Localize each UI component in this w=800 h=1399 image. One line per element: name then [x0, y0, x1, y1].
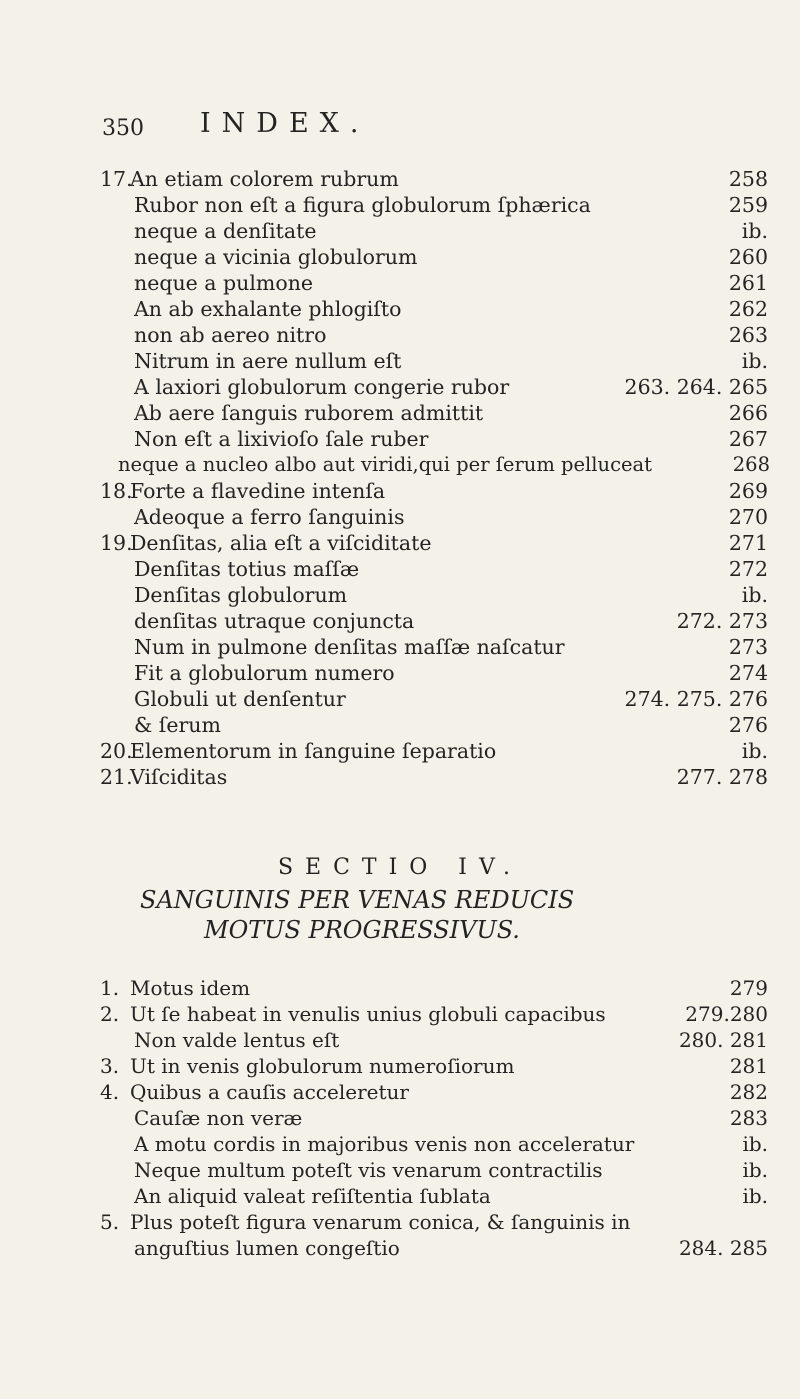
page-number: 350 — [102, 116, 144, 141]
index-entry — [134, 660, 768, 686]
index-entry — [134, 1027, 768, 1053]
entry-number: 5. — [100, 1210, 120, 1234]
entry-page: 284. 285 — [678, 1236, 768, 1260]
entry-page: 260 — [728, 245, 768, 269]
entry-text: Motus idem — [130, 976, 251, 1000]
running-head: INDEX. — [200, 108, 370, 139]
entry-number: 1. — [100, 976, 120, 1000]
entry-page: ib. — [741, 219, 768, 243]
index-entry — [134, 686, 768, 712]
entry-text: Adeoque a ferro ſanguinis — [134, 505, 405, 529]
entry-text: Denſitas totius maſſæ — [134, 557, 360, 581]
entry-text: Globuli ut denſentur — [134, 687, 346, 711]
index-entry — [134, 270, 768, 296]
entry-text: Non valde lentus eſt — [134, 1028, 340, 1052]
entry-text: An aliquid valeat reſiſtentia ſublata — [134, 1184, 491, 1208]
entry-text: A laxiori globulorum congerie rubor — [134, 375, 510, 399]
index-entry — [100, 764, 768, 790]
entry-page: 261 — [728, 271, 768, 295]
entry-text: neque a nucleo albo aut viridi,qui per ſerum pelluceat — [118, 453, 653, 476]
entry-text: Fit a globulorum numero — [134, 661, 395, 685]
entry-text: Num in pulmone denſitas maſſæ naſcatur — [134, 635, 565, 659]
index-entry — [134, 1157, 768, 1183]
index-entry — [134, 400, 768, 426]
index-entry — [134, 1183, 768, 1209]
entry-text: An ab exhalante phlogiſto — [134, 297, 402, 321]
entry-page: 283 — [729, 1106, 768, 1130]
entry-text: Non eſt a lixivioſo ſale ruber — [134, 427, 429, 451]
index-entry — [134, 1235, 768, 1261]
entry-page: 277. 278 — [676, 765, 768, 789]
index-entry — [134, 1105, 768, 1131]
entry-text: Neque multum poteſt vis venarum contractilis — [134, 1158, 603, 1182]
index-entry — [134, 218, 768, 244]
entry-text: neque a denſitate — [134, 219, 317, 243]
entry-page: ib. — [742, 1132, 768, 1156]
entry-text: neque a vicinia globulorum — [134, 245, 418, 269]
index-entry — [134, 712, 768, 738]
entry-page: 270 — [728, 505, 768, 529]
entry-number: 18. — [100, 479, 133, 503]
entry-page: 274. 275. 276 — [624, 687, 768, 711]
entry-text: Ut in venis globulorum numeroſiorum — [130, 1054, 515, 1078]
index-entry — [100, 530, 768, 556]
entry-page: 263. 264. 265 — [624, 375, 768, 399]
section-title: SECTIO IV. — [277, 855, 523, 880]
entry-page: 271 — [728, 531, 768, 555]
entry-text: Ab aere ſanguis ruborem admittit — [134, 401, 484, 425]
entry-text: & ſerum — [134, 713, 221, 737]
entry-number: 21. — [100, 765, 133, 789]
index-entry — [134, 296, 768, 322]
index-entry — [134, 192, 768, 218]
index-entry — [100, 1053, 768, 1079]
entry-page: ib. — [742, 1184, 768, 1208]
entry-text: non ab aereo nitro — [134, 323, 327, 347]
entry-page: 258 — [728, 167, 768, 191]
entry-text: denſitas utraque conjuncta — [134, 609, 415, 633]
index-entry — [134, 322, 768, 348]
entry-page: ib. — [741, 583, 768, 607]
entry-text: Elementorum in ſanguine ſeparatio — [130, 739, 497, 763]
entry-page: 279.280 — [685, 1002, 768, 1026]
index-entry — [100, 1079, 768, 1105]
entry-page: ib. — [741, 739, 768, 763]
entry-number: 17. — [100, 167, 133, 191]
entry-text: Quibus a cauſis acceleretur — [130, 1080, 409, 1104]
index-entry — [134, 582, 768, 608]
index-entry — [134, 426, 768, 452]
entry-page: 267 — [728, 427, 768, 451]
entry-text: neque a pulmone — [134, 271, 314, 295]
entry-page: 272. 273 — [676, 609, 768, 633]
index-entry — [100, 738, 768, 764]
entry-text: Denſitas globulorum — [134, 583, 348, 607]
index-entry — [100, 1001, 768, 1027]
entry-text: An etiam colorem rubrum — [130, 167, 399, 191]
index-entry — [100, 478, 768, 504]
entry-page: 273 — [728, 635, 768, 659]
entry-number: 3. — [100, 1054, 120, 1078]
entry-page: 279 — [729, 976, 768, 1000]
index-entry — [100, 975, 768, 1001]
entry-page: 266 — [728, 401, 768, 425]
index-entry — [134, 374, 768, 400]
entry-number: 4. — [100, 1080, 120, 1104]
entry-text: Ut ſe habeat in venulis unius globuli capacibus — [130, 1002, 606, 1026]
entry-page: ib. — [741, 349, 768, 373]
entry-text: Viſciditas — [130, 765, 228, 789]
entry-number: 2. — [100, 1002, 120, 1026]
entry-page: 274 — [728, 661, 768, 685]
entry-page: 282 — [729, 1080, 768, 1104]
page-header — [102, 108, 702, 148]
entry-text: Cauſæ non veræ — [134, 1106, 303, 1130]
entry-number: 20. — [100, 739, 133, 763]
entry-page: 259 — [728, 193, 768, 217]
index-entry — [134, 244, 768, 270]
index-entry — [100, 1209, 768, 1235]
index-entry — [134, 608, 768, 634]
entry-text: Rubor non eſt a figura globulorum ſphærica — [134, 193, 591, 217]
entry-text: Nitrum in aere nullum eſt — [134, 349, 402, 373]
entry-page: 281 — [729, 1054, 768, 1078]
index-entry — [100, 166, 768, 192]
entry-text: anguſtius lumen congeſtio — [134, 1236, 400, 1260]
index-entry — [134, 504, 768, 530]
entry-text: Plus poteſt figura venarum conica, & ſanguinis in — [130, 1210, 631, 1234]
index-entry — [134, 556, 768, 582]
entry-page: 263 — [728, 323, 768, 347]
entry-number: 19. — [100, 531, 133, 555]
entry-text: Forte a flavedine intenſa — [130, 479, 386, 503]
section-subtitle-line2: MOTUS PROGRESSIVUS. — [204, 916, 520, 944]
entry-page: 272 — [728, 557, 768, 581]
entry-page: ib. — [742, 1158, 768, 1182]
entry-page: 268 — [732, 453, 770, 476]
entry-text: A motu cordis in majoribus venis non acceleratur — [134, 1132, 635, 1156]
index-entry — [134, 348, 768, 374]
entry-text: Denſitas, alia eſt a viſciditate — [130, 531, 432, 555]
index-entry — [134, 1131, 768, 1157]
entry-page: 269 — [728, 479, 768, 503]
section-subtitle-line1: SANGUINIS PER VENAS REDUCIS — [140, 886, 575, 914]
entry-page: 262 — [728, 297, 768, 321]
entry-page: 276 — [728, 713, 768, 737]
index-entry — [134, 634, 768, 660]
entry-page: 280. 281 — [678, 1028, 768, 1052]
section-subtitle — [140, 885, 800, 945]
index-entry — [118, 452, 770, 478]
